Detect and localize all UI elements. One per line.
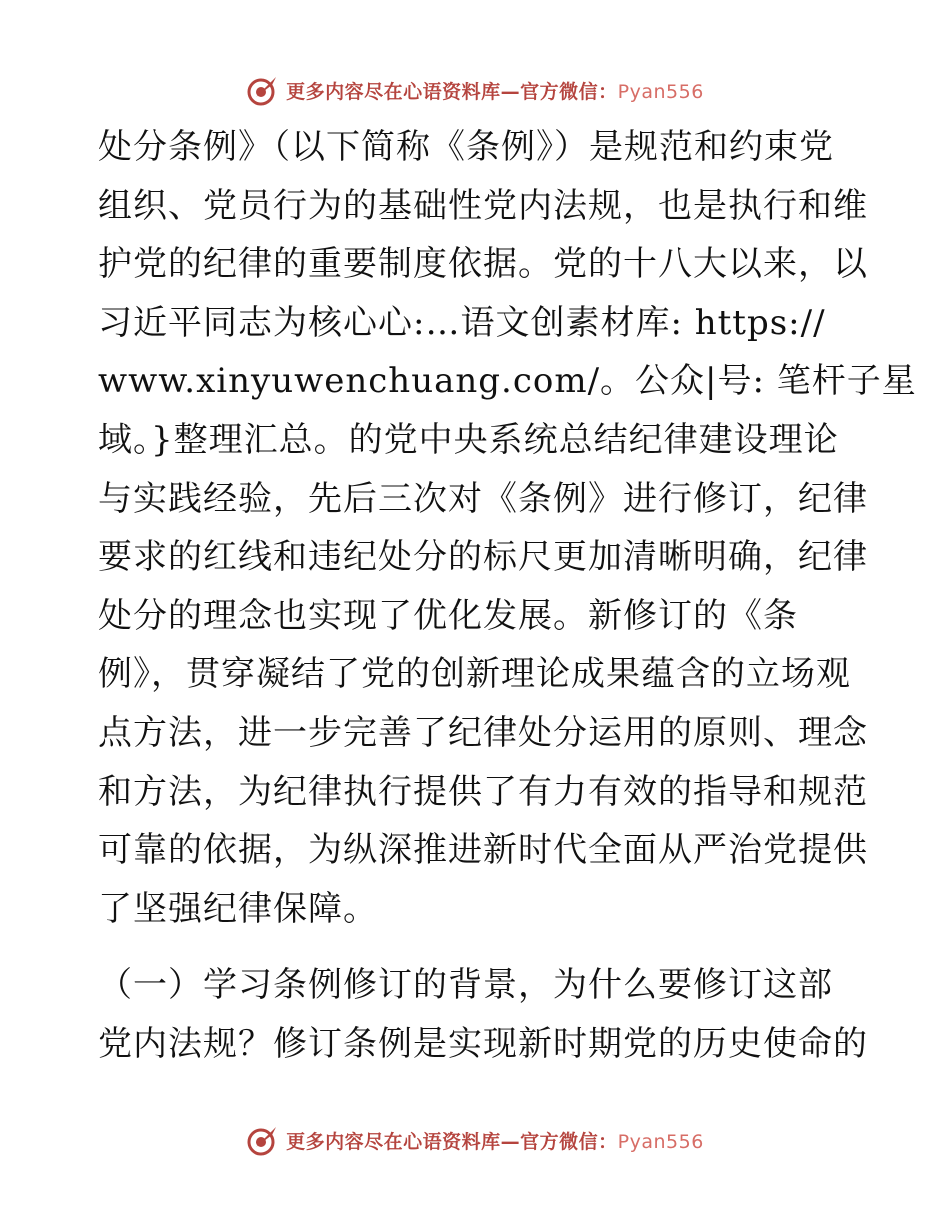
footer-banner-label: 更多内容尽在心语资料库—官方微信： — [286, 1130, 618, 1153]
text-line: 了坚强纪律保障。 — [98, 888, 378, 929]
paragraph-1 — [98, 118, 917, 938]
text-line: 党内法规？修订条例是实现新时期党的历史使命的 — [98, 1023, 868, 1064]
text-line: 要求的红线和违纪处分的标尺更加清晰明确，纪律 — [98, 537, 868, 578]
text-line: 例》，贯穿凝结了党的创新理论成果蕴含的立场观 — [98, 654, 851, 695]
text-line: 和方法，为纪律执行提供了有力有效的指导和规范 — [98, 771, 868, 812]
text-line: 处分的理念也实现了优化发展。新修订的《条 — [98, 595, 798, 636]
text-line: www.xinyuwenchuang.com/。公众|号: 笔杆子星 — [98, 361, 917, 402]
header-banner-text — [286, 77, 704, 104]
text-line: 组织、党员行为的基础性党内法规，也是执行和维 — [98, 185, 868, 226]
paragraph-gap — [98, 938, 858, 956]
text-line: 与实践经验，先后三次对《条例》进行修订，纪律 — [98, 478, 868, 519]
text-line: 域。}整理汇总。的党中央系统总结纪律建设理论 — [98, 419, 839, 460]
text-line: 可靠的依据，为纵深推进新时代全面从严治党提供 — [98, 830, 868, 871]
paragraph-2 — [98, 956, 868, 1073]
quill-logo-icon — [246, 73, 280, 107]
text-line: （一）学习条例修订的背景，为什么要修订这部 — [98, 965, 833, 1006]
footer-wechat-id: Pyan556 — [617, 1130, 704, 1153]
text-line: 习近平同志为核心心:…语文创素材库: https:// — [98, 302, 826, 343]
text-line: 点方法，进一步完善了纪律处分运用的原则、理念 — [98, 712, 868, 753]
text-line: 护党的纪律的重要制度依据。党的十八大以来，以 — [98, 244, 868, 285]
document-body — [98, 118, 917, 1074]
text-line: 处分条例》（以下简称《条例》）是规范和约束党 — [98, 127, 834, 167]
footer-banner — [0, 1120, 950, 1160]
quill-logo-icon — [246, 1123, 280, 1157]
header-banner — [0, 70, 950, 110]
header-wechat-id: Pyan556 — [617, 80, 704, 103]
footer-banner-text — [286, 1127, 704, 1154]
header-banner-label: 更多内容尽在心语资料库—官方微信： — [286, 80, 618, 103]
